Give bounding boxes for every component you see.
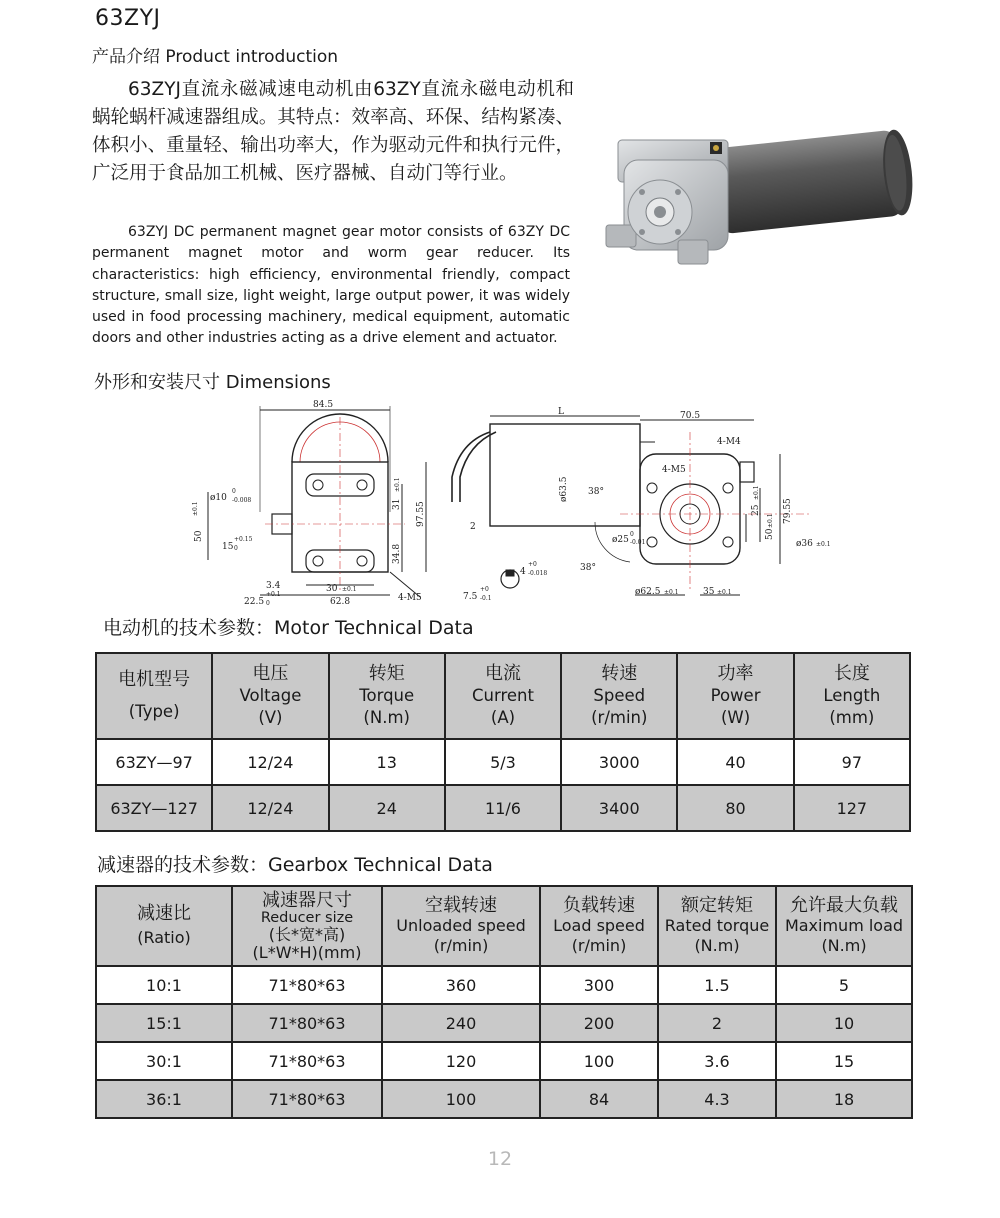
- dim-label: +0.15: [234, 536, 253, 543]
- dim-label: 38°: [588, 487, 604, 497]
- dim-label: 70.5: [680, 411, 701, 421]
- table-cell: 84: [540, 1080, 658, 1118]
- table-cell: 71*80*63: [232, 966, 382, 1004]
- table-cell: 100: [540, 1042, 658, 1080]
- dim-label: 4-M4: [717, 437, 741, 447]
- table-cell: 71*80*63: [232, 1080, 382, 1118]
- dim-label: ±0.1: [342, 586, 357, 593]
- table-row: [96, 966, 912, 1004]
- header-cell: 转速 Speed (r/min): [561, 653, 677, 739]
- table-row: [96, 1042, 912, 1080]
- dim-label: ø62.5: [635, 587, 661, 597]
- dim-label: ø36: [796, 539, 813, 549]
- model-title: 63ZYJ: [95, 6, 161, 31]
- intro-text-chinese: 63ZYJ直流永磁减速电动机由63ZY直流永磁电动机和蜗轮蜗杆减速器组成。其特点：效率高、环保、结构紧凑、体积小、重量轻、输出功率大，作为驱动元件和执行元件，广泛用于食品加工机械、医疗器械、自动门等行业。: [92, 79, 574, 184]
- table-cell: 200: [540, 1004, 658, 1042]
- table-cell: 3400: [561, 785, 677, 831]
- table-cell: 10:1: [96, 966, 232, 1004]
- dim-label: +0: [528, 561, 537, 568]
- header-cell: 电机型号 (Type): [96, 653, 212, 739]
- header-cell: 长度 Length (mm): [794, 653, 910, 739]
- table-cell: 80: [677, 785, 793, 831]
- table-cell: 11/6: [445, 785, 561, 831]
- header-cell: 允许最大负载 Maximum load (N.m): [776, 886, 912, 966]
- page-number: 12: [487, 1148, 513, 1170]
- table-cell: 10: [776, 1004, 912, 1042]
- header-cell: 功率 Power (W): [677, 653, 793, 739]
- table-row: [96, 1004, 912, 1042]
- dim-label: 3.4: [266, 581, 281, 591]
- dim-label: 15: [222, 542, 234, 552]
- table-row: [96, 739, 910, 785]
- table-cell: 71*80*63: [232, 1042, 382, 1080]
- table-cell: 5: [776, 966, 912, 1004]
- dim-label: 0: [232, 488, 236, 495]
- dim-label: 4: [520, 567, 526, 577]
- table-row: [96, 785, 910, 831]
- table-cell: 360: [382, 966, 540, 1004]
- dim-label: ±0.1: [192, 501, 199, 516]
- table-cell: 5/3: [445, 739, 561, 785]
- dim-label: 35: [703, 587, 715, 597]
- dim-label: 4-M5: [398, 593, 422, 603]
- table-cell: 15: [776, 1042, 912, 1080]
- header-cell: 电压 Voltage (V): [212, 653, 328, 739]
- dim-label: -0.01: [630, 539, 646, 546]
- table-cell: 63ZY—97: [96, 739, 212, 785]
- table-cell: 15:1: [96, 1004, 232, 1042]
- table-row: [96, 1080, 912, 1118]
- header-cell: 额定转矩 Rated torque (N.m): [658, 886, 776, 966]
- table-cell: 127: [794, 785, 910, 831]
- table-cell: 30:1: [96, 1042, 232, 1080]
- table-cell: 12/24: [212, 785, 328, 831]
- table-cell: 3.6: [658, 1042, 776, 1080]
- dimensions-heading: 外形和安装尺寸 Dimensions: [94, 372, 331, 393]
- table-cell: 4.3: [658, 1080, 776, 1118]
- dim-label: 31: [392, 498, 402, 510]
- dim-label: 30: [326, 584, 338, 594]
- dim-label: 0: [266, 600, 270, 607]
- dim-label: +0: [480, 586, 489, 593]
- dim-label: 50: [194, 530, 204, 542]
- table-cell: 3000: [561, 739, 677, 785]
- dim-label: ±0.1: [664, 589, 679, 596]
- dim-label: 50: [765, 528, 775, 540]
- dim-label: ø63.5: [559, 476, 569, 502]
- dim-label: ±0.1: [717, 589, 732, 596]
- dim-label: -0.008: [232, 497, 252, 504]
- table-cell: 300: [540, 966, 658, 1004]
- dim-label: ±0.1: [394, 477, 401, 492]
- gearbox-technical-table: [95, 885, 913, 1119]
- dim-label: +0.1: [266, 591, 281, 598]
- table-cell: 24: [329, 785, 445, 831]
- intro-text-english: 63ZYJ DC permanent magnet gear motor consists of 63ZY DC permanent magnet motor and worm gear reducer. Its characteristics: high efficiency, environmental friendly, compact structure, small size, light weight, large output power, it was widely used in food processing machinery, medical equipment, automatic doors and other industries acting as a drive element and actuator.: [92, 224, 570, 347]
- dim-label: 79.55: [783, 498, 793, 524]
- dim-label: ø25: [612, 535, 629, 545]
- table-cell: 1.5: [658, 966, 776, 1004]
- dim-label: 97.55: [416, 501, 426, 527]
- dim-label: ±0.1: [816, 541, 831, 548]
- motor-technical-table: [95, 652, 911, 832]
- header-cell: 空载转速 Unloaded speed (r/min): [382, 886, 540, 966]
- dim-label: 0: [234, 545, 238, 552]
- motor-product-photo: [598, 100, 928, 290]
- table-cell: 36:1: [96, 1080, 232, 1118]
- dim-label: 22.5: [244, 597, 265, 607]
- header-cell: 电流 Current (A): [445, 653, 561, 739]
- dim-label: 25: [751, 504, 761, 516]
- table-cell: 63ZY—127: [96, 785, 212, 831]
- table-cell: 40: [677, 739, 793, 785]
- dimension-drawings: [180, 392, 840, 610]
- dim-label: 38°: [580, 563, 596, 573]
- table-cell: 97: [794, 739, 910, 785]
- table-cell: 2: [658, 1004, 776, 1042]
- dim-label: ±0.1: [767, 513, 774, 528]
- dim-label: 7.5: [463, 592, 478, 602]
- dim-label: -0.1: [480, 595, 492, 602]
- dim-label: 2: [470, 522, 476, 532]
- dim-label: -0.018: [528, 570, 548, 577]
- table-cell: 100: [382, 1080, 540, 1118]
- gearbox-data-heading: 减速器的技术参数：Gearbox Technical Data: [97, 854, 493, 876]
- motor-data-heading: 电动机的技术参数：Motor Technical Data: [103, 617, 474, 639]
- dim-label: 4-M5: [662, 465, 686, 475]
- dim-label: 84.5: [313, 400, 334, 410]
- dim-label: 34.8: [392, 543, 402, 564]
- table-cell: 240: [382, 1004, 540, 1042]
- table-cell: 71*80*63: [232, 1004, 382, 1042]
- dim-label: 62.8: [330, 597, 351, 607]
- dim-label: L: [558, 407, 564, 417]
- table-cell: 18: [776, 1080, 912, 1118]
- dim-label: ±0.1: [753, 485, 760, 500]
- dim-label: ø10: [210, 493, 227, 503]
- header-cell: 减速器尺寸 Reducer size (长*宽*高) (L*W*H)(mm): [232, 886, 382, 966]
- table-header-row: [96, 886, 912, 966]
- header-cell: 转矩 Torque (N.m): [329, 653, 445, 739]
- table-header-row: [96, 653, 910, 739]
- table-cell: 13: [329, 739, 445, 785]
- header-cell: 减速比 (Ratio): [96, 886, 232, 966]
- header-cell: 负载转速 Load speed (r/min): [540, 886, 658, 966]
- intro-heading: 产品介绍 Product introduction: [92, 47, 339, 67]
- table-cell: 12/24: [212, 739, 328, 785]
- dim-label: 0: [630, 531, 634, 538]
- table-cell: 120: [382, 1042, 540, 1080]
